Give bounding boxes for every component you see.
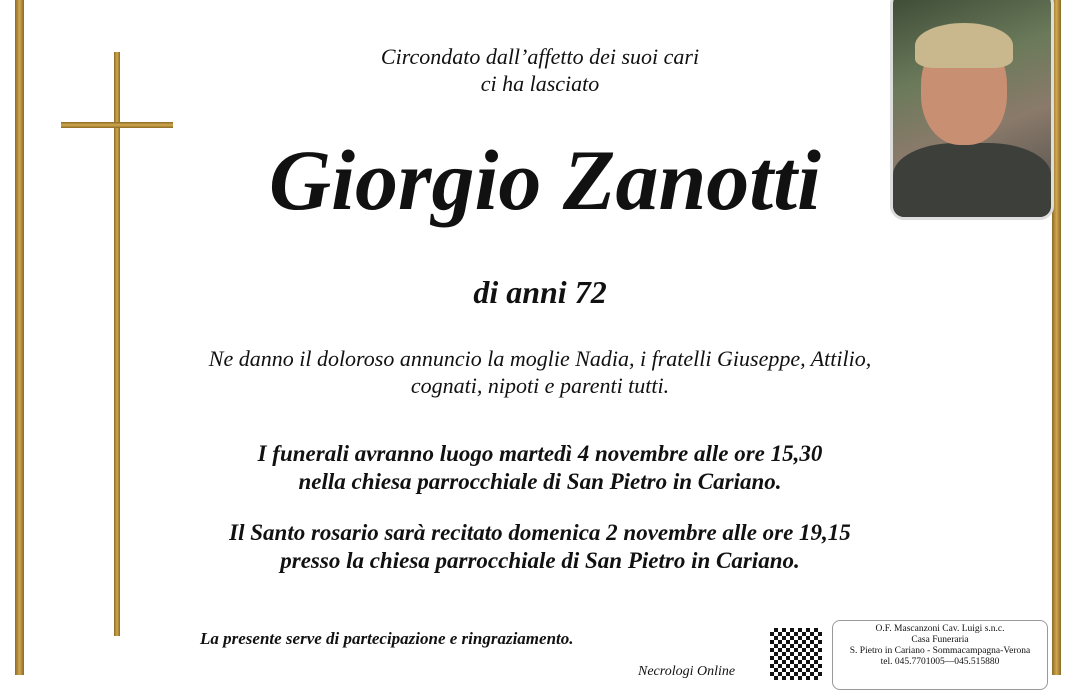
announcement (0, 345, 1080, 399)
funeral-home-type: Casa Funeraria (911, 635, 969, 645)
funeral-home-phone: tel. 045.7701005—045.515880 (880, 657, 1000, 667)
funeral-home-location: S. Pietro in Cariano - Sommacampagna-Verona (849, 646, 1031, 656)
intro-line1: Circondato dall’affetto dei suoi cari (380, 44, 700, 69)
thanks-text: La presente serve di partecipazione e ringraziamento. (200, 629, 574, 648)
intro-text (0, 43, 1080, 97)
rosary-line2: presso la chiesa parrocchiale di San Pietro in Cariano. (280, 548, 800, 573)
age: di anni 72 (473, 274, 607, 310)
funeral-home-box (832, 620, 1048, 690)
funeral-info (0, 440, 1080, 496)
funeral-line1: I funerali avranno luogo martedì 4 novembre alle ore 15,30 (257, 441, 823, 466)
rosary-info (0, 519, 1080, 575)
announcement-line1: Ne danno il doloroso annuncio la moglie Nadia, i fratelli Giuseppe, Attilio, (208, 346, 872, 371)
qr-code[interactable] (770, 628, 822, 680)
announcement-line2: cognati, nipoti e parenti tutti. (410, 373, 670, 398)
rosary-line1: Il Santo rosario sarà recitato domenica 2 novembre alle ore 19,15 (229, 520, 851, 545)
deceased-name: Giorgio Zanotti (269, 132, 821, 228)
funeral-line2: nella chiesa parrocchiale di San Pietro in Cariano. (298, 469, 782, 494)
funeral-home-name: O.F. Mascanzoni Cav. Luigi s.n.c. (875, 624, 1005, 634)
intro-line2: ci ha lasciato (480, 71, 600, 96)
footer-site: Necrologi Online (638, 664, 736, 679)
